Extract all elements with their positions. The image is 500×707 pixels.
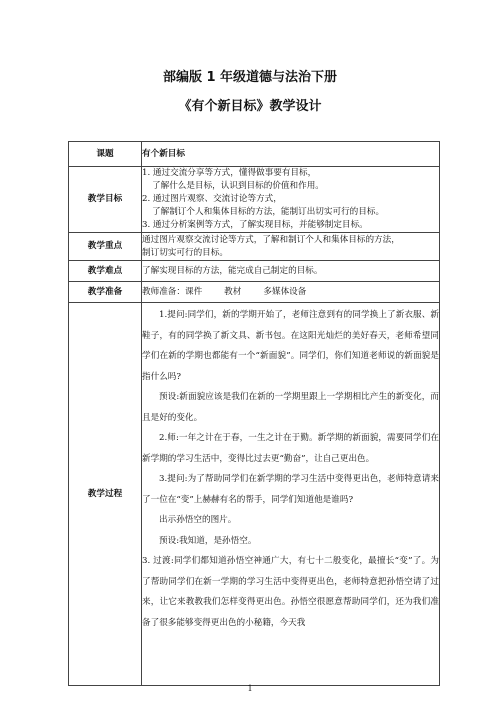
value-topic: 有个新目标 xyxy=(142,142,440,167)
value-objectives xyxy=(142,167,440,233)
process-paragraph: 1.提问:同学们，新的学期开始了，老师注意到有的同学换上了新衣服、新鞋子，有的同学换了新文具、新书包。在这阳光灿烂的美好春天，老师希望同学们在新的学期也都能有一个“新面貌”。同学们，你们知道老师说的新面貌是指什么吗? xyxy=(142,310,439,382)
process-paragraph: 预设:新面貌应该是我们在新的一学期里跟上一学期相比产生的新变化，而且是好的变化。 xyxy=(142,392,439,423)
document-title: 部编版 1 年级道德与法治下册 xyxy=(162,70,338,85)
row-preparation xyxy=(69,282,440,303)
objective-line: 1. 通过交流分享等方式，懂得做事要有目标， xyxy=(142,168,317,178)
prep-item: 多媒体设备 xyxy=(263,286,307,297)
label-preparation: 教学准备 xyxy=(69,282,142,303)
lesson-plan-table xyxy=(68,141,440,686)
label-objectives: 教学目标 xyxy=(69,167,142,233)
key-point-line: 通过图片观察交流讨论等方式，了解和制订个人和集体目标的方法， xyxy=(142,234,400,245)
row-process xyxy=(69,303,440,686)
process-paragraph: 3.提问:为了帮助同学们在新学期的学习生活中变得更出色，老师特意请来了一位在“变”上赫赫有名的帮手，同学们知道他是谁吗? xyxy=(142,474,439,505)
value-preparation xyxy=(142,282,440,303)
page-number: 1 xyxy=(247,684,253,693)
row-difficulties xyxy=(69,261,440,282)
process-paragraph: 3. 过渡:同学们都知道孙悟空神通广大，有七十二般变化，最擅长“变”了。为了帮助同学们在新一学期的学习生活中变得更出色，老师特意把孙悟空请了过来，让它来教教我们怎样变得更出色。孙悟空很愿意帮助同学们，还为我们准备了很多能够变得更出色的小秘籍，今天我 xyxy=(142,556,439,628)
value-difficulties: 了解实现目标的方法，能完成自己制定的目标。 xyxy=(142,261,440,282)
prep-item: 教材 xyxy=(224,286,242,297)
value-process xyxy=(142,303,440,686)
label-topic: 课题 xyxy=(69,142,142,167)
process-paragraph: 2.师:一年之计在于春，一生之计在于勤。新学期的新面貌，需要同学们在新学期的学习生活中，变得比过去更“勤奋”，让自己更出色。 xyxy=(142,433,439,464)
row-topic xyxy=(69,142,440,167)
label-process: 教学过程 xyxy=(69,303,142,686)
key-point-line: 制订切实可行的目标。 xyxy=(142,247,228,258)
objective-line: 了解制订个人和集体目标的方法，能制订出切实可行的目标。 xyxy=(152,207,385,217)
objective-line: 3. 通过分析案例等方式，了解实现目标，并能够制定目标。 xyxy=(142,220,368,230)
label-difficulties: 教学难点 xyxy=(69,261,142,282)
prep-item: 教师准备：课件 xyxy=(142,286,203,297)
row-objectives xyxy=(69,167,440,233)
row-key-points xyxy=(69,233,440,261)
document-subtitle: 《有个新目标》教学设计 xyxy=(178,99,322,114)
process-paragraph: 预设:我知道，是孙悟空。 xyxy=(159,535,257,546)
value-key-points xyxy=(142,233,440,261)
process-paragraph: 出示孙悟空的图片。 xyxy=(159,515,237,525)
objective-line: 2. 通过图片观察、交流讨论等方式， xyxy=(142,194,282,204)
label-key-points: 教学重点 xyxy=(69,233,142,261)
objective-line: 了解什么是目标，认识到目标的价值和作用。 xyxy=(152,181,324,191)
